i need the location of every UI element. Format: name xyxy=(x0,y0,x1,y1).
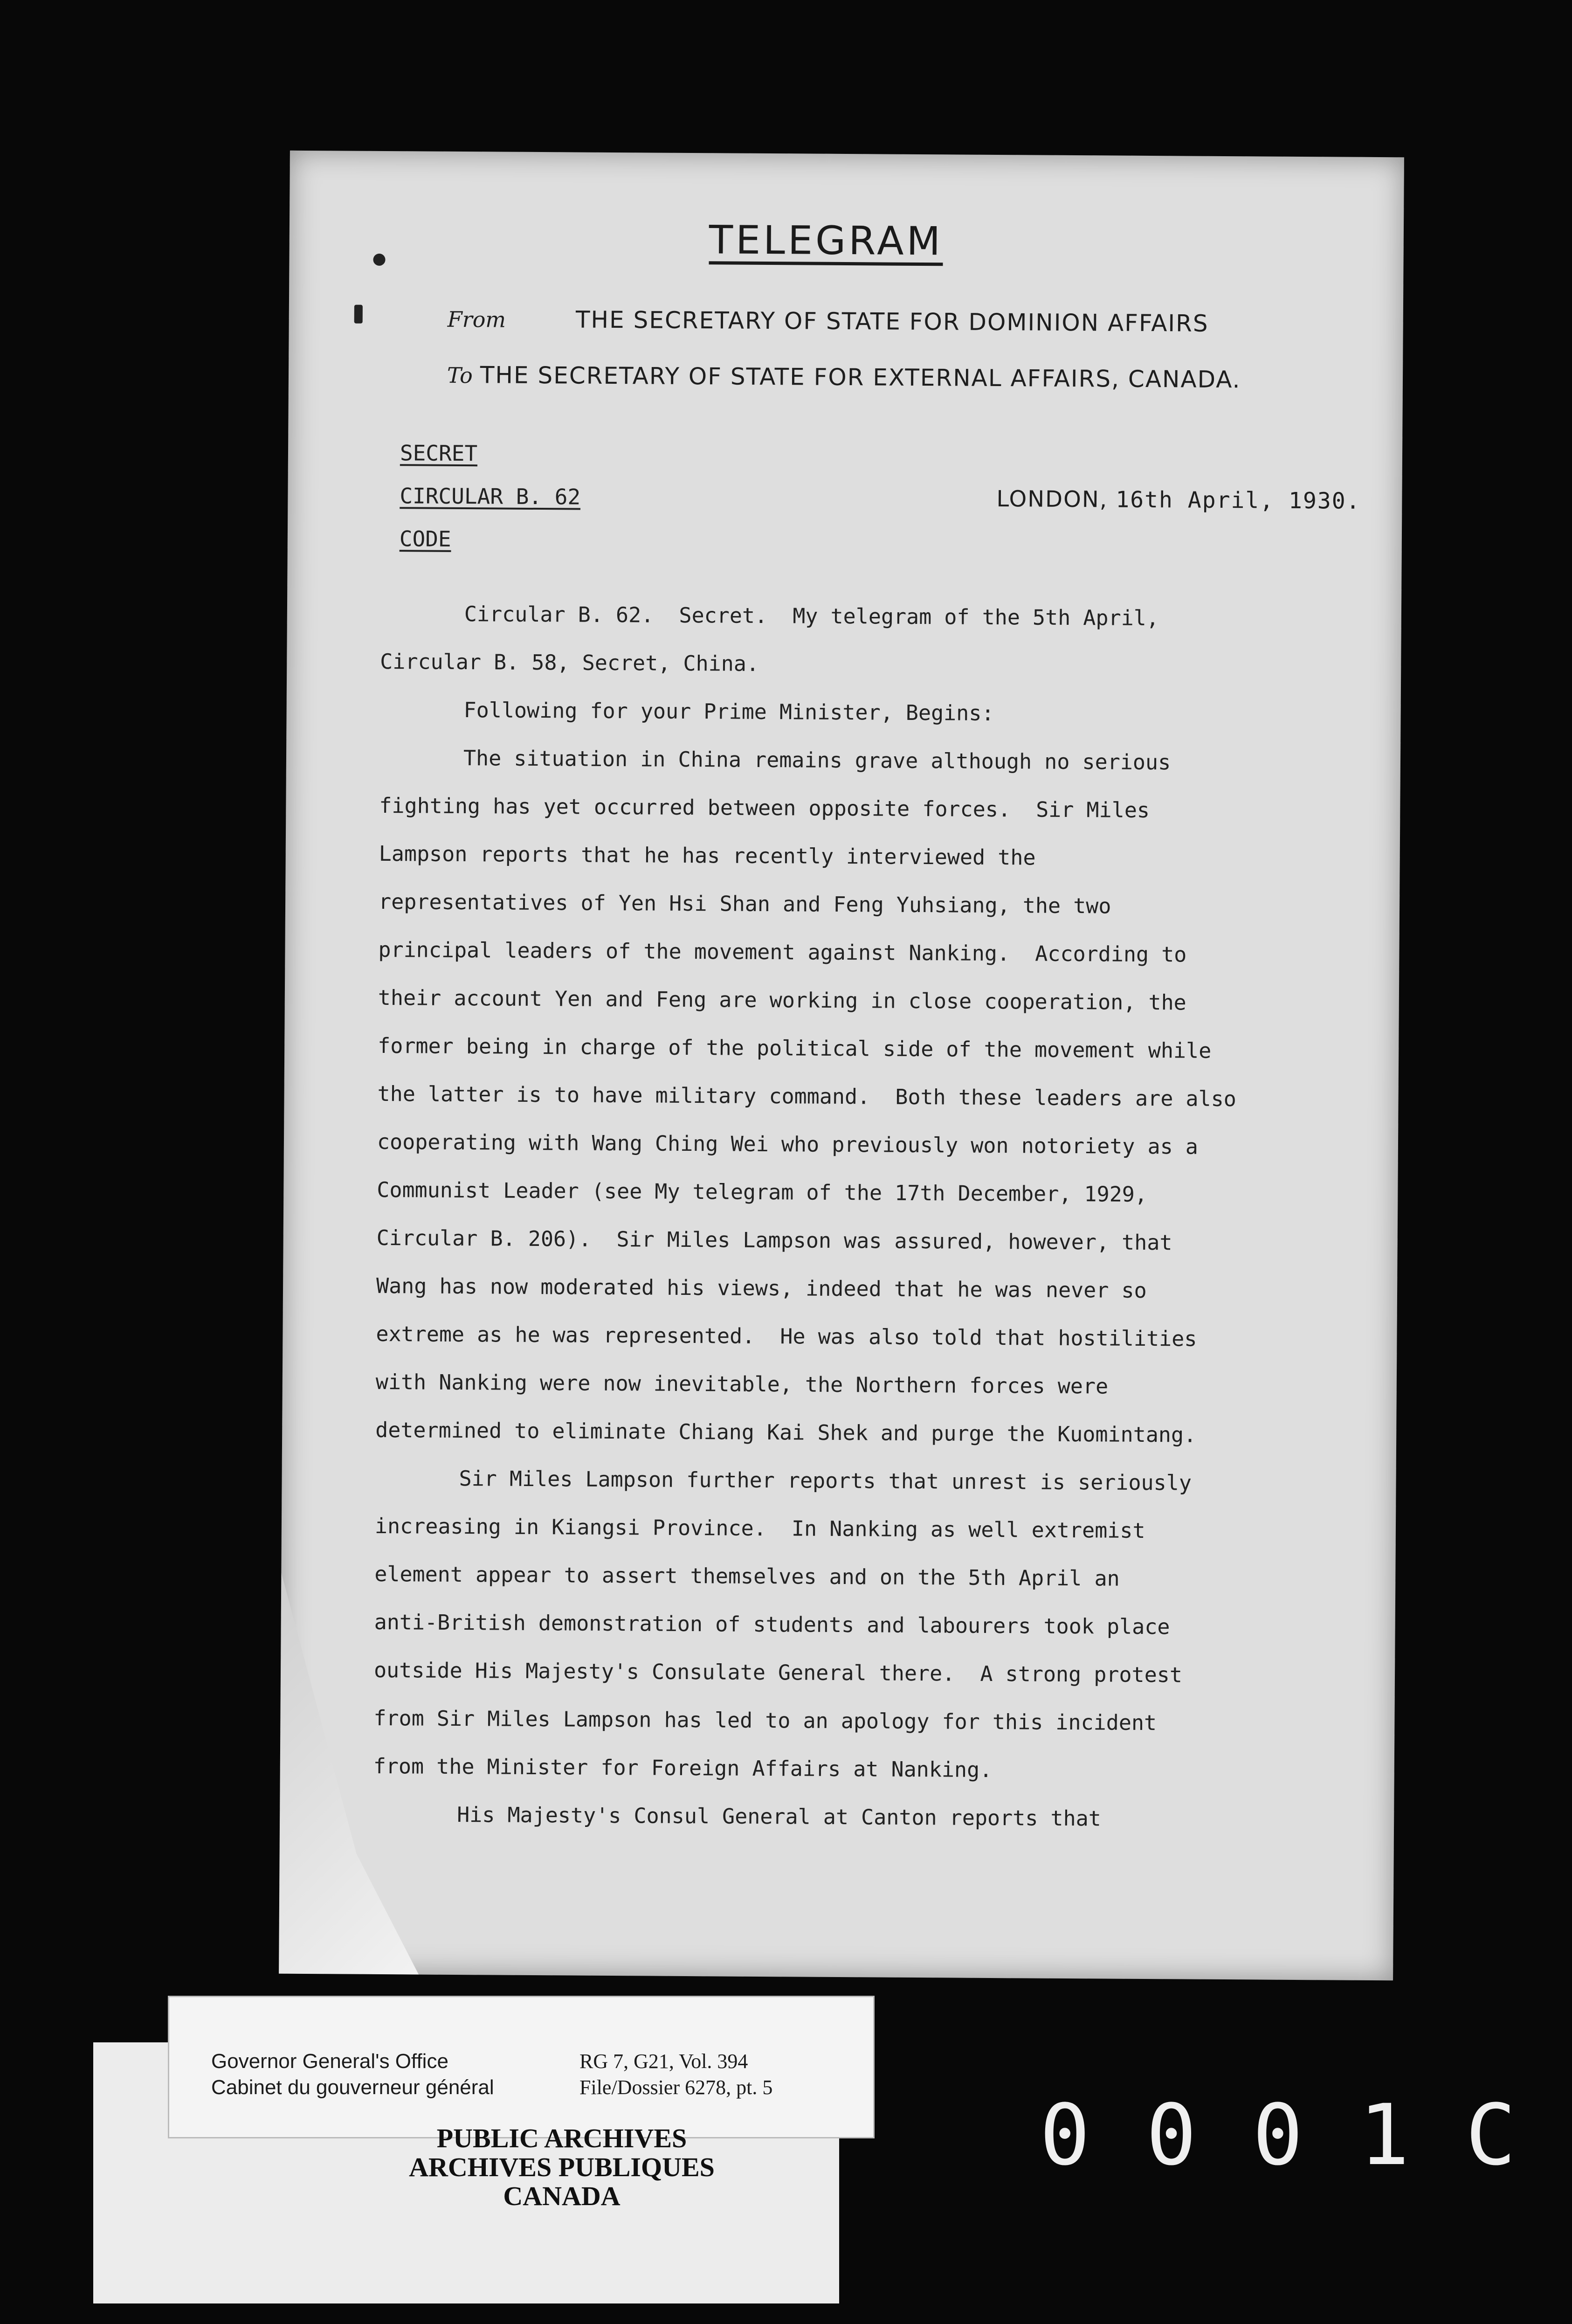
body-line: their account Yen and Feng are working in close cooperation, the xyxy=(378,985,1186,1015)
body-line: from the Minister for Foreign Affairs at Nanking. xyxy=(373,1753,993,1783)
body-line: outside His Majesty's Consulate General there. A strong protest xyxy=(373,1657,1183,1688)
body-line: His Majesty's Consul General at Canton reports that xyxy=(457,1802,1102,1831)
body-line: anti-British demonstration of students and labourers took place xyxy=(374,1609,1170,1639)
body-line: Circular B. 62. Secret. My telegram of the 5th April, xyxy=(464,602,1159,631)
office-block xyxy=(211,2048,494,2101)
body-line: cooperating with Wang Ching Wei who previously won notoriety as a xyxy=(377,1129,1199,1159)
body-line: The situation in China remains grave although no serious xyxy=(463,746,1171,775)
punch-mark xyxy=(354,305,363,324)
body-line: former being in charge of the political side of the movement while xyxy=(378,1033,1212,1063)
body-line: extreme as he was represented. He was also told that hostilities xyxy=(376,1321,1197,1351)
archives-fr: ARCHIVES PUBLIQUES xyxy=(409,2152,715,2182)
to-line xyxy=(447,361,1241,393)
body-line: Wang has now moderated his views, indeed that he was never so xyxy=(376,1273,1147,1303)
archives-country: CANADA xyxy=(503,2181,621,2211)
code-label: CODE xyxy=(399,526,451,552)
body-line: increasing in Kiangsi Province. In Nanking as well extremist xyxy=(374,1513,1145,1543)
body-line: Circular B. 206). Sir Miles Lampson was assured, however, that xyxy=(376,1225,1172,1255)
body-line: from Sir Miles Lampson has led to an apology for this incident xyxy=(373,1705,1157,1736)
punch-mark xyxy=(373,254,385,266)
telegram-page xyxy=(279,151,1404,1981)
body-line: Following for your Prime Minister, Begins: xyxy=(463,698,994,726)
body-line: the latter is to have military command. Both these leaders are also xyxy=(377,1081,1237,1112)
place: LONDON, xyxy=(996,486,1108,513)
archives-label xyxy=(298,2124,825,2211)
dateline xyxy=(996,486,1360,514)
body-line: Lampson reports that he has recently interviewed the xyxy=(379,841,1036,870)
to-label: To xyxy=(447,362,473,388)
classification: SECRET xyxy=(400,440,478,466)
message-body xyxy=(373,589,1364,1844)
body-line: with Nanking were now inevitable, the Northern forces were xyxy=(375,1369,1109,1399)
office-fr: Cabinet du gouverneur général xyxy=(211,2076,494,2099)
from-line xyxy=(448,305,1209,337)
body-line: fighting has yet occurred between opposite forces. Sir Miles xyxy=(379,793,1150,823)
body-line: Communist Leader (see My telegram of the 17th December, 1929, xyxy=(377,1177,1148,1207)
frame-counter: 0001C xyxy=(1040,2087,1572,2184)
date: 16th April, 1930. xyxy=(1116,486,1361,514)
circular-number: CIRCULAR B. 62 xyxy=(400,483,581,510)
from-label: From xyxy=(447,306,506,332)
archive-stamp xyxy=(168,1996,875,2138)
telegram-title: TELEGRAM xyxy=(709,218,943,266)
from-value: THE SECRETARY OF STATE FOR DOMINION AFFAIRS xyxy=(575,306,1209,337)
body-line: Circular B. 58, Secret, China. xyxy=(380,649,759,676)
body-line: element appear to assert themselves and on the 5th April an xyxy=(374,1561,1120,1591)
ref-rg: RG 7, G21, Vol. 394 xyxy=(579,2050,748,2073)
ref-file: File/Dossier 6278, pt. 5 xyxy=(579,2076,773,2099)
body-line: principal leaders of the movement against Nanking. According to xyxy=(378,937,1187,967)
body-line: Sir Miles Lampson further reports that unrest is seriously xyxy=(459,1466,1192,1495)
office-en: Governor General's Office xyxy=(211,2050,448,2073)
body-line: determined to eliminate Chiang Kai Shek and purge the Kuomintang. xyxy=(375,1417,1197,1447)
to-value: THE SECRETARY OF STATE FOR EXTERNAL AFFAIRS, CANADA. xyxy=(480,361,1241,394)
archives-en: PUBLIC ARCHIVES xyxy=(436,2123,687,2153)
body-line: representatives of Yen Hsi Shan and Feng Yuhsiang, the two xyxy=(378,889,1111,919)
reference-block xyxy=(579,2048,772,2101)
